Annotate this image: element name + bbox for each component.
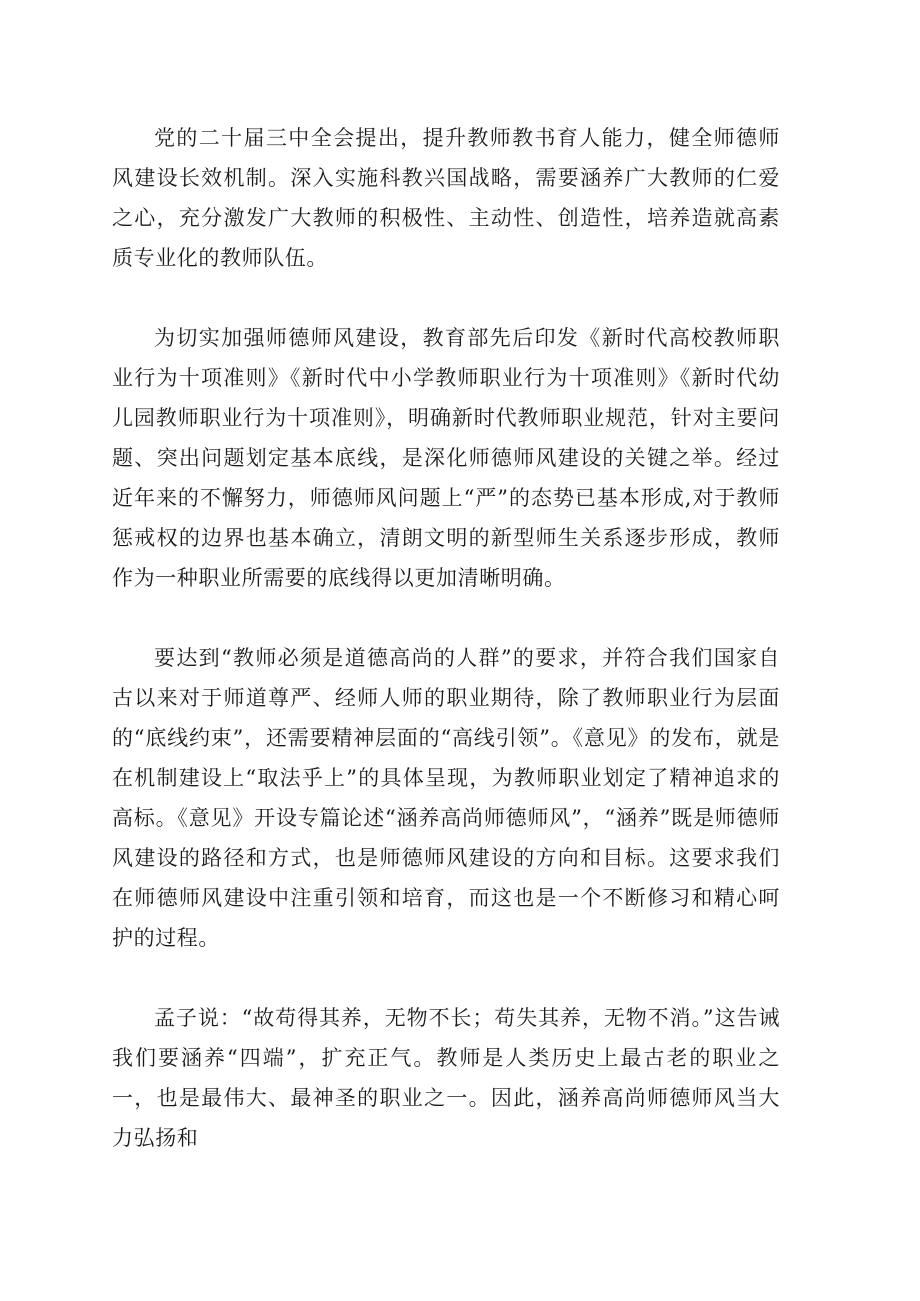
paragraph-2: 为切实加强师德师风建设，教育部先后印发《新时代高校教师职业行为十项准则》《新时代中小学教师职业行为十项准则》《新时代幼儿园教师职业行为十项准则》，明确新时代教师职业规范，针对主要问题、突出问题划定基本底线，是深化师德师风建设的关键之举。经过近年来的不懈努力，师德师风问题上“严”的态势已基本形成,对于教师惩戒权的边界也基本确立，清朗文明的新型师生关系逐步形成，教师作为一种职业所需要的底线得以更加清晰明确。 [112,326,780,590]
document-body [112,118,780,1198]
paragraph-1: 党的二十届三中全会提出，提升教师教书育人能力，健全师德师风建设长效机制。深入实施科教兴国战略，需要涵养广大教师的仁爱之心，充分激发广大教师的积极性、主动性、创造性，培养造就高素质专业化的教师队伍。 [112,126,780,270]
paragraph-4: 孟子说：“故苟得其养，无物不长；苟失其养，无物不消。”这告诫我们要涵养“四端”，扩充正气。教师是人类历史上最古老的职业之一，也是最伟大、最神圣的职业之一。因此，涵养高尚师德师风当大力弘扬和 [112,1006,780,1150]
paragraph-3: 要达到“教师必须是道德高尚的人群”的要求，并符合我们国家自古以来对于师道尊严、经师人师的职业期待，除了教师职业行为层面的“底线约束”，还需要精神层面的“高线引领”。《意见》的发布，就是在机制建设上“取法乎上”的具体呈现，为教师职业划定了精神追求的高标。《意见》开设专篇论述“涵养高尚师德师风”，“涵养”既是师德师风建设的路径和方式，也是师德师风建设的方向和目标。这要求我们在师德师风建设中注重引领和培育，而这也是一个不断修习和精心呵护的过程。 [112,646,780,950]
